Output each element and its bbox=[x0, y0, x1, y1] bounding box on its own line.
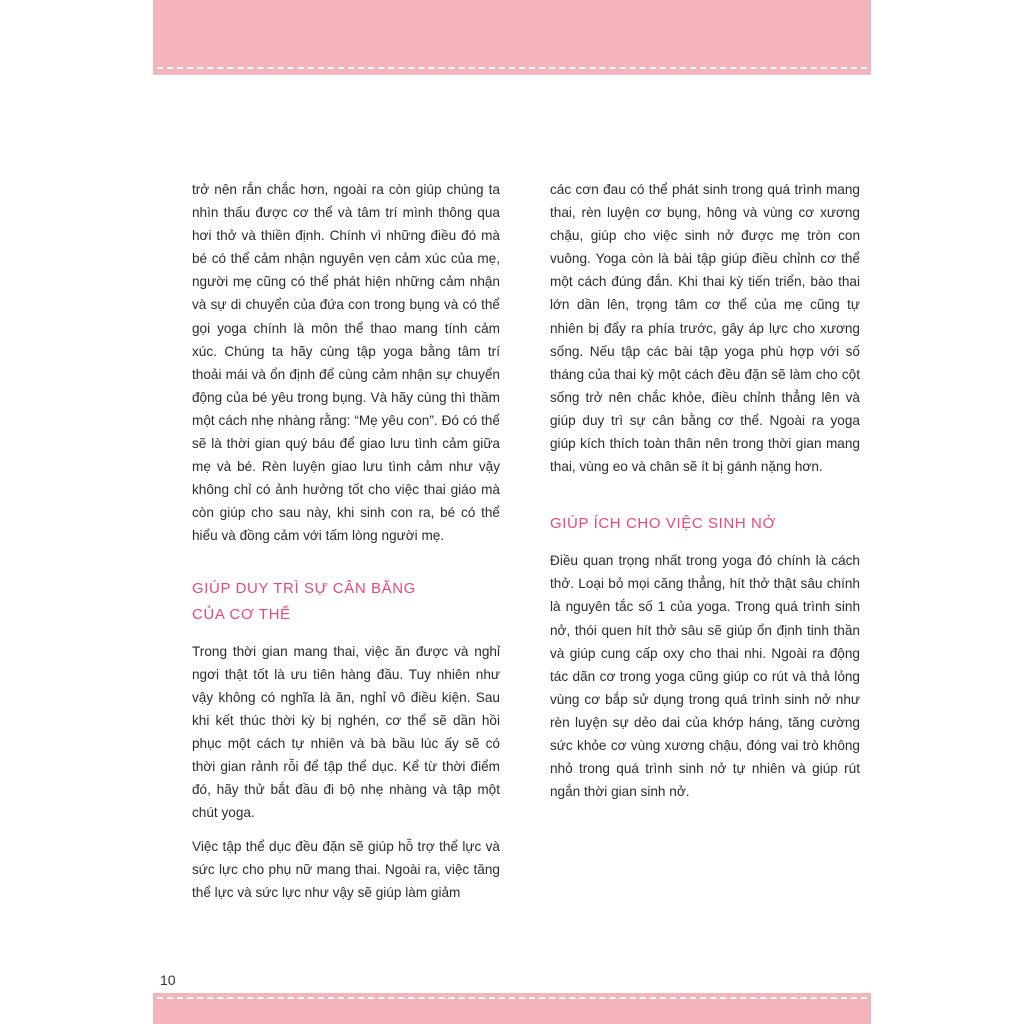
section-heading-childbirth: GIÚP ÍCH CHO VIỆC SINH NỞ bbox=[550, 515, 776, 533]
heading-line-1: GIÚP DUY TRÌ SỰ CÂN BẰNG bbox=[192, 579, 416, 597]
page-number: 10 bbox=[160, 972, 176, 988]
left-paragraph-2: Trong thời gian mang thai, việc ăn được và nghỉ ngơi thật tốt là ưu tiên hàng đầu. Tuy nhiên như vậy không có nghĩa là ăn, nghỉ vô điều kiện. Sau khi kết thúc thời kỳ bị nghén, cơ thể sẽ dần hồi phục một cách tự nhiên và bà bầu lúc ấy sẽ có thời gian rảnh rỗi để tập thể dục. Kể từ thời điểm đó, hãy thử bắt đầu đi bộ nhẹ nhàng và tập một chút yoga. bbox=[192, 643, 500, 821]
left-paragraph-1: trở nên rắn chắc hơn, ngoài ra còn giúp chúng ta nhìn thấu được cơ thể và tâm trí mình thông qua hơi thở và thiền định. Chính vì những điều đó mà bé có thể cảm nhận nguyên vẹn cảm xúc của mẹ, người mẹ cũng có thể phát hiện những cảm nhận và sự di chuyển của đứa con trong bụng và có thể gọi yoga chính là môn thể thao mang tính cảm xúc. Chúng ta hãy cùng tập yoga bằng tâm trí thoải mái và ổn định để cùng cảm nhận sự chuyển động của bé yêu trong bụng. Và hãy cùng thì thầm một cách nhẹ nhàng rằng: “Mẹ yêu con”. Đó có thể sẽ là thời gian quý báu để giao lưu tình cảm giữa mẹ và bé. Rèn luyện giao lưu tình cảm như vậy không chỉ có ảnh hưởng tốt cho việc thai giáo mà còn giúp cho sau này, khi sinh con ra, bé có thể hiểu và đồng cảm với tấm lòng người mẹ. bbox=[192, 182, 500, 544]
section-heading-balance bbox=[192, 576, 500, 628]
heading-line-2: CỦA CƠ THỂ bbox=[192, 605, 291, 623]
right-paragraph-2: Điều quan trọng nhất trong yoga đó chính là cách thở. Loại bỏ mọi căng thẳng, hít thở thật sâu chính là nguyên tắc số 1 của yoga. Trong quá trình sinh nở, thói quen hít thở sâu sẽ giúp ổn định tinh thần và giúp cung cấp oxy cho thai nhi. Ngoài ra động tác dãn cơ trong yoga cũng giúp co rút và thả lỏng vùng cơ bắp sử dụng trong quá trình sinh nở như rèn luyện sự dẻo dai của khớp háng, tăng cường sức khỏe cơ vùng xương chậu, đóng vai trò không nhỏ trong quá trình sinh nở tự nhiên và giúp rút ngắn thời gian sinh nở. bbox=[550, 553, 860, 800]
left-paragraph-3: Việc tập thể dục đều đặn sẽ giúp hỗ trợ thể lực và sức lực cho phụ nữ mang thai. Ngoài ra, việc tăng thể lực và sức lực như vậy sẽ giúp làm giảm bbox=[192, 839, 500, 901]
right-paragraph-1: các cơn đau có thể phát sinh trong quá trình mang thai, rèn luyện cơ bụng, hông và vùng cơ xương chậu, giúp cho việc sinh nở được mẹ tròn con vuông. Yoga còn là bài tập giúp điều chỉnh cơ thể một cách đúng đắn. Khi thai kỳ tiến triển, bào thai lớn dần lên, trọng tâm cơ thể của mẹ cũng tự nhiên bị đẩy ra phía trước, gây áp lực cho xương sống. Nếu tập các bài tập yoga phù hợp với số tháng của thai kỳ một cách đều đặn sẽ làm cho cột sống trở nên chắc khỏe, điều chỉnh thẳng lên và giúp duy trì sự cân bằng cơ thể. Ngoài ra yoga giúp kích thích toàn thân nên trong thời gian mang thai, vùng eo và chân sẽ ít bị gánh nặng hơn. bbox=[550, 182, 860, 475]
left-column bbox=[192, 178, 500, 916]
right-column bbox=[550, 178, 860, 814]
top-stitch-line bbox=[153, 62, 871, 75]
bottom-decorative-band bbox=[153, 993, 871, 1024]
top-decorative-band bbox=[153, 0, 871, 62]
